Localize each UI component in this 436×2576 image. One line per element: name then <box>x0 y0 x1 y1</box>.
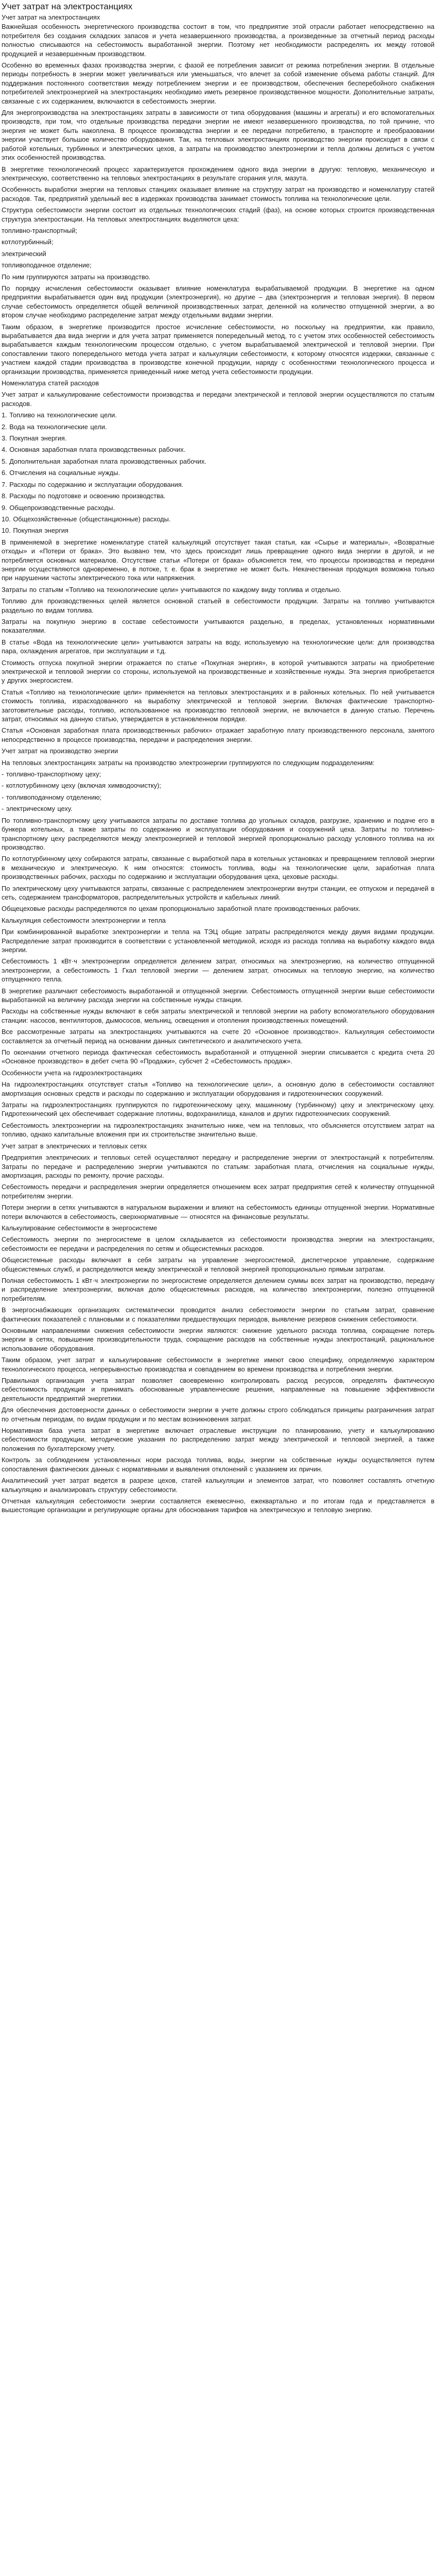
paragraph: В статье «Вода на технологические цели» учитываются затраты на воду, используемую на технологические цели: для производства пара, охлаждения агрегатов, при эксплуатации и т.д. <box>2 638 434 655</box>
paragraph: Особенно во временных фазах производства энергии, с фазой ее потребления зависит от режима потребления энергии. В отдельные периоды потребность в энергии может увеличиваться или уменьшаться, что влечет за собой изменение объема работы станций. Для поддержания постоянного соответствия между потреблением энергии и ее производством, обеспечения бесперебойного снабжения потребителей электроэнергией на электростанциях необходимо иметь резервное производственное мощности. Дополнительные затраты, связанные с их содержанием, включаются в себестоимость энергии. <box>2 61 434 105</box>
paragraph: Затраты на гидроэлектростанциях группируются по гидротехническому цеху, машинному (турбинному) цеху и электрическому цеху. Гидротехнический цех обеспечивает содержание плотины, водохранилища, каналов и других гидротехнических сооружений. <box>2 1101 434 1118</box>
paragraph: По топливно-транспортному цеху учитываются затраты по доставке топлива до угольных складов, разгрузке, хранению и подаче его в бункера котельных, а также затраты по содержанию и эксплуатации оборудования и сооружений цеха. Затраты по топливно-транспортному цеху распределяются между электроэнергией и тепловой энергией пропорционально расходу условного топлива на их производство. <box>2 816 434 851</box>
paragraph: Учет затрат на производство энергии <box>2 747 118 755</box>
paragraph: Общесистемные расходы включают в себя затраты на управление энергосистемой, диспетчерское управление, содержание общесистемных служб, и распределяются между электрической и тепловой энергией пропорционально прямым затратам. <box>2 1256 434 1273</box>
paragraph: Калькулирование себестоимости в энергосистеме <box>2 1224 158 1232</box>
document-body <box>2 22 434 1514</box>
paragraph: топливоподачное отделение; <box>2 261 92 269</box>
paragraph: 6. Отчисления на социальные нужды. <box>2 469 120 477</box>
paragraph: - электрическому цеху. <box>2 805 73 813</box>
paragraph: Затраты по статьям «Топливо на технологические цели» учитываются по каждому виду топлива и отдельно. <box>2 585 341 594</box>
paragraph: Себестоимость 1 кВт·ч электроэнергии определяется делением затрат, относимых на электроэнергию, на количество отпущенной электроэнергии, а себестоимость 1 Гкал тепловой энергии — делением затрат, относимых на тепловую энергию, на количество отпущенного тепла. <box>2 957 434 984</box>
paragraph: В энергетике технологический процесс характеризуется прохождением одного вида энергии в другую: тепловую, механическую и электрическую, соответственно на тепловых электростанциях в результате сгорания угля, мазута. <box>2 165 434 182</box>
paragraph: Затраты на покупную энергию в составе себестоимости учитываются раздельно, в пределах, установленных нормативными показателями. <box>2 617 434 635</box>
paragraph: котлотурбинный; <box>2 238 54 246</box>
paragraph: На гидроэлектростанциях отсутствует статья «Топливо на технологические цели», а основную долю в себестоимости составляют амортизация основных средств и расходы по содержанию и эксплуатации оборудования и гидротехнических сооружений. <box>2 1080 434 1097</box>
paragraph: Все рассмотренные затраты на электростанциях учитываются на счете 20 «Основное производство». Калькуляция себестоимости составляется за отчетный период на основании данных синтетического и аналитического учета. <box>2 1028 434 1045</box>
paragraph: Для обеспечения достоверности данных о себестоимости энергии в учете должны строго соблюдаться принципы разграничения затрат по отчетным периодам, по видам продукции и по местам возникновения затрат. <box>2 1406 434 1423</box>
paragraph: - котлотурбинному цеху (включая химводоочистку); <box>2 782 161 790</box>
page-title: Учет затрат на электростанциях <box>2 2 133 11</box>
paragraph: электрический <box>2 249 46 258</box>
paragraph: Отчетная калькуляция себестоимости энергии составляется ежемесячно, ежеквартально и по итогам года и представляется в вышестоящие организации и регулирующие органы для обоснования тарифов на электрическую и тепловую энергию. <box>2 1497 434 1514</box>
paragraph: Для энергопроизводства на электростанциях затраты в зависимости от типа оборудования (машины и агрегаты) и его вспомогательных производств, при том, что отдельные производства передачи энергии не имеют незавершенного производства, по той причине, что энергия не может быть накоплена. В процессе производства энергии и ее передачи потребителю, в транспорте и преобразовании энергии участвует большое количество оборудования. Так, на тепловых электростанциях производство энергии происходит в связи с работой котельных, турбинных и электрических цехов, а затраты на производство электроэнергии и тепла должны делиться с учетом этих особенностей производства. <box>2 109 434 162</box>
paragraph: 3. Покупная энергия. <box>2 434 67 443</box>
paragraph: Структура себестоимости энергии состоит из отдельных технологических стадий (фаз), на основе которых строится производственная структура электростанции. На тепловых электростанциях выделяются цеха: <box>2 206 434 223</box>
paragraph: топливно-транспортный; <box>2 226 77 234</box>
paragraph: По окончании отчетного периода фактическая себестоимость выработанной и отпущенной энергии списывается с кредита счета 20 «Основное производство» в дебет счета 90 «Продажи», субсчет 2 «Себестоимость продаж». <box>2 1048 434 1065</box>
paragraph: Правильная организация учета затрат позволяет своевременно контролировать расход ресурсов, определять фактическую себестоимость продукции и принимать обоснованные управленческие решения, направленные на повышение эффективности деятельности предприятий энергетики. <box>2 1377 434 1402</box>
paragraph: Общецеховые расходы распределяются по цехам пропорционально заработной плате производственных рабочих. <box>2 905 361 913</box>
paragraph: Статья «Топливо на технологические цели» применяется на тепловых электростанциях и в районных котельных. По ней учитывается стоимость топлива, израсходованного на выработку электрической и тепловой энергии. Включая фактические транспортно-заготовительные расходы, топливо, использованное на производство тепловой энергии, не включается в данную статью. Перечень затрат, относимых на данную статью, утверждается в установленном порядке. <box>2 688 434 723</box>
paragraph: По электрическому цеху учитываются затраты, связанные с распределением электроэнергии внутри станции, ее отпуском и передачей в сеть, содержанием трансформаторов, распределительных устройств и кабельных линий. <box>2 884 434 901</box>
paragraph: 7. Расходы по содержанию и эксплуатации оборудования. <box>2 480 184 488</box>
paragraph: Потери энергии в сетях учитываются в натуральном выражении и влияют на себестоимость единицы отпущенной энергии. Нормативные потери включаются в себестоимость, сверхнормативные — относятся на финансовые результаты. <box>2 1204 434 1221</box>
paragraph: 5. Дополнительная заработная плата производственных рабочих. <box>2 457 206 465</box>
paragraph: Нормативная база учета затрат в энергетике включает отраслевые инструкции по планированию, учету и калькулированию себестоимости продукции, методические указания по распределению затрат между электрической и тепловой энергией, а также положения по бухгалтерскому учету. <box>2 1427 434 1452</box>
paragraph: Особенности учета на гидроэлектростанциях <box>2 1069 143 1077</box>
paragraph: - топливно-транспортному цеху; <box>2 770 101 778</box>
paragraph: В энергоснабжающих организациях систематически проводится анализ себестоимости энергии по статьям затрат, сравнение фактических показателей с плановыми и с показателями предшествующих периодов, выявление резервов снижения себестоимости. <box>2 1306 434 1323</box>
paragraph: 10. Покупная энергия <box>2 527 68 535</box>
paragraph: Особенность выработки энергии на тепловых станциях оказывает влияние на структуру затрат на производство и номенклатуру статей расходов. Так, предприятий удельный вес в издержках производства занимает стоимость топлива на технологические цели. <box>2 185 434 202</box>
paragraph: Полная себестоимость 1 кВт·ч электроэнергии по энергосистеме определяется делением суммы всех затрат на производство, передачу и распределение электроэнергии, включая долю общесистемных расходов, на количество электроэнергии, полезно отпущенной потребителям. <box>2 1276 434 1302</box>
paragraph: По порядку исчисления себестоимости оказывает влияние номенклатура вырабатываемой продукции. В энергетике на одном предприятии вырабатывается один вид продукции (электроэнергия), но другие – два (электроэнергия и тепловая энергия). В первом случае себестоимость определяется общей величиной производственных затрат, деленной на количество отпущенной энергии, а во втором случае необходимо распределение затрат между отдельными видами энергии. <box>2 284 434 319</box>
paragraph: Основными направлениями снижения себестоимости энергии являются: снижение удельного расхода топлива, сокращение потерь энергии в сетях, повышение производительности труда, сокращение расходов на собственные нужды электростанций, рациональное использование оборудования. <box>2 1327 434 1352</box>
paragraph: По котлотурбинному цеху собираются затраты, связанные с выработкой пара в котельных установках и превращением тепловой энергии в механическую и электрическую. К ним относятся: стоимость топлива, воды на технологические цели, заработная плата производственных рабочих, расходы по содержанию и эксплуатации оборудования цеха, цеховые расходы. <box>2 855 434 881</box>
paragraph: 4. Основная заработная плата производственных рабочих. <box>2 446 186 454</box>
paragraph: Контроль за соблюдением установленных норм расхода топлива, воды, энергии на собственные нужды осуществляется путем сопоставления фактических данных с нормативными и выявления отклонений с указанием их причин. <box>2 1456 434 1473</box>
paragraph: Расходы на собственные нужды включают в себя затраты электрической и тепловой энергии на работу вспомогательного оборудования станции: насосов, вентиляторов, дымососов, мельниц, освещения и отопления производственных помещений. <box>2 1007 434 1024</box>
paragraph: Себестоимость энергии по энергосистеме в целом складывается из себестоимости производства энергии на электростанциях, себестоимости ее передачи и распределения по сетям и общесистемных расходов. <box>2 1235 434 1252</box>
paragraph: Важнейшая особенность энергетического производства состоит в том, что предприятие этой отрасли работает непосредственно на потребителя без создания складских запасов и учета незавершенного производства, а произведенные за отчетный период расходы полностью списываются на себестоимость выработанной энергии. Поэтому нет необходимости распределять их между готовой продукцией и незавершенным производством. <box>2 23 434 58</box>
paragraph: Номенклатура статей расходов <box>2 379 99 387</box>
paragraph: 2. Вода на технологические цели. <box>2 422 107 431</box>
paragraph: Себестоимость электроэнергии на гидроэлектростанциях значительно ниже, чем на тепловых, что объясняется отсутствием затрат на топливо, однако капитальные вложения при их строительстве значительно выше. <box>2 1121 434 1139</box>
paragraph: Предприятия электрических и тепловых сетей осуществляют передачу и распределение энергии от электростанций к потребителям. Затраты по передаче и распределению энергии учитываются по статьям: заработная плата, отчисления на социальные нужды, амортизация, расходы по ремонту, прочие расходы. <box>2 1154 434 1179</box>
paragraph: Учет затрат в электрических и тепловых сетях <box>2 1142 147 1150</box>
paragraph: Статья «Основная заработная плата производственных рабочих» отражает заработную плату производственного персонала, занятого непосредственно в процессе производства, передачи и распределения энергии. <box>2 726 434 743</box>
paragraph: По ним группируются затраты на производство. <box>2 273 151 281</box>
paragraph: В энергетике различают себестоимость выработанной и отпущенной энергии. Себестоимость отпущенной энергии выше себестоимости выработанной на величину расхода энергии на собственные нужды станции. <box>2 987 434 1004</box>
paragraph: Таким образом, в энергетике производится простое исчисление себестоимости, но поскольку на предприятии, как правило, вырабатывается два вида энергии и для учета затрат применяется попередельный метод, то с учетом этих особенностей себестоимость вырабатывается каждым технологическим процессом отдельно, с учетом вырабатываемой электрической и тепловой энергии. При сопоставлении такого попередельного метода учета затрат и калькуляции себестоимости, к которому относятся издержки, связанные с участием каждой стадии производства в производстве конечной продукции, наряду с особенностями технологического процесса и организации производства, применяется приведенный ниже метод учета себестоимости продукции. <box>2 323 434 376</box>
paragraph: Калькуляция себестоимости электроэнергии и тепла <box>2 916 166 924</box>
paragraph: На тепловых электростанциях затраты на производство электроэнергии группируются по следующим подразделениям: <box>2 758 375 767</box>
paragraph: Себестоимость передачи и распределения энергии определяется отношением всех затрат предприятия сетей к количеству отпущенной потребителям энергии. <box>2 1183 434 1200</box>
paragraph: Стоимость отпуска покупной энергии отражается по статье «Покупная энергия», в которой учитываются затраты на приобретение электрической и тепловой энергии со стороны, используемой на производственные и хозяйственные нужды. Эта энергия приобретается у других энергосистем. <box>2 658 434 685</box>
paragraph: Аналитический учет затрат ведется в разрезе цехов, статей калькуляции и элементов затрат, что позволяет составлять отчетную калькуляцию и анализировать структуру себестоимости. <box>2 1477 434 1494</box>
paragraph: 10. Общехозяйственные (общестанционные) расходы. <box>2 515 171 523</box>
paragraph: Топливо для производственных целей является основной статьей в себестоимости продукции. Затраты на топливо учитываются раздельно по видам топлива. <box>2 597 434 614</box>
paragraph: В применяемой в энергетике номенклатуре статей калькуляций отсутствует такая статья, как «Сырье и материалы», «Возвратные отходы» и «Потери от брака». Это вызвано тем, что здесь происходит лишь превращение одного вида энергии в другой, и не потребляется основных материалов. Отсутствие статьи «Потери от брака» объясняется тем, что процессы производства и передачи энергии осуществляются одновременно, в потоке, т. е. брак в энергетике не может быть. Некачественная продукция возможна только при нарушении частоты электрического тока или напряжения. <box>2 538 434 582</box>
paragraph: При комбинированной выработке электроэнергии и тепла на ТЭЦ общие затраты распределяются между двумя видами продукции. Распределение затрат производится в соответствии с установленной методикой, исходя из расхода топлива на выработку каждого вида энергии. <box>2 928 434 954</box>
paragraph: 9. Общепроизводственные расходы. <box>2 503 115 512</box>
paragraph: - топливоподачному отделению; <box>2 793 102 801</box>
paragraph: Таким образом, учет затрат и калькулирование себестоимости в энергетике имеют свою специфику, определяемую характером технологического процесса, непрерывностью производства и совпадением во времени производства и потребления энергии. <box>2 1356 434 1373</box>
paragraph: Учет затрат и калькулирование себестоимости производства и передачи электрической и тепловой энергии осуществляются по статьям расходов. <box>2 391 434 408</box>
paragraph: 8. Расходы по подготовке и освоению производства. <box>2 492 166 500</box>
paragraph: 1. Топливо на технологические цели. <box>2 411 117 419</box>
page-subtitle: Учет затрат на электростанциях <box>2 13 100 21</box>
